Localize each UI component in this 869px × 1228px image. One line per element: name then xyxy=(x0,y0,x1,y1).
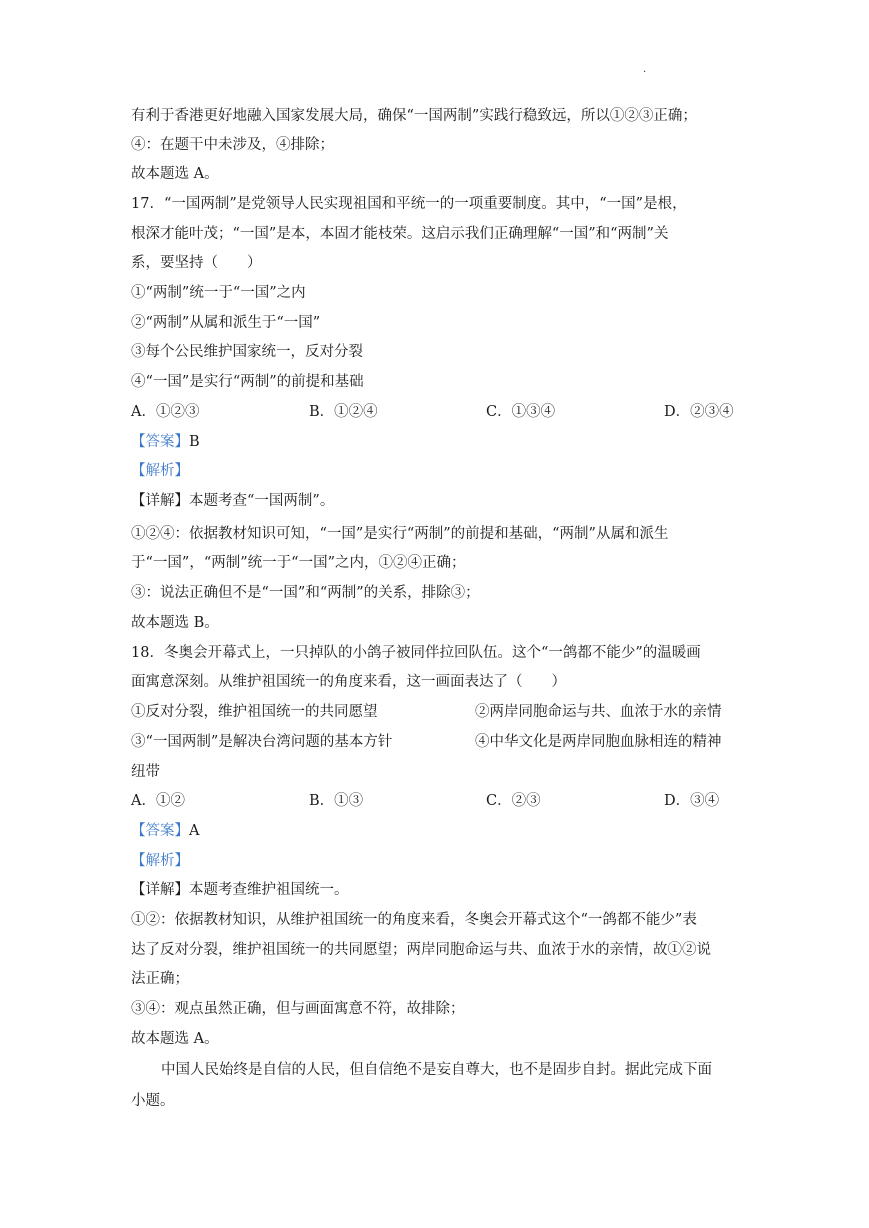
text-line: 故本题选 A。 xyxy=(131,166,219,182)
answer-tag: 【答案】 xyxy=(131,434,189,450)
header-mark: · xyxy=(643,67,647,78)
detail-heading: 【详解】本题考查“一国两制”。 xyxy=(131,493,335,509)
explanation-line: ①②④：依据教材知识可知，“一国”是实行“两制”的前提和基础，“两制”从属和派生 xyxy=(131,526,669,542)
answer-tag: 【答案】 xyxy=(131,823,189,839)
answer-value: A xyxy=(189,823,200,839)
passage-line: 中国人民始终是自信的人民，但自信绝不是妄自尊大，也不是固步自封。据此完成下面 xyxy=(161,1062,712,1078)
text-line: ④：在题干中未涉及，④排除； xyxy=(131,137,334,153)
question-17-statement: ②“两制”从属和派生于“一国” xyxy=(131,315,321,331)
analysis-tag: 【解析】 xyxy=(131,853,189,869)
question-17-option-c: C．①③④ xyxy=(486,404,556,420)
question-18-answer xyxy=(131,821,199,841)
explanation-line: ③：说法正确但不是“一国”和“两制”的关系，排除③； xyxy=(131,585,480,601)
analysis-tag: 【解析】 xyxy=(131,463,189,479)
question-18-option-c: C．②③ xyxy=(486,793,541,809)
explanation-line: 达了反对分裂，维护祖国统一的共同愿望；两岸同胞命运与共、血浓于水的亲情，故①②说 xyxy=(131,942,711,958)
question-17-stem: 系，要坚持（ ） xyxy=(131,255,262,271)
explanation-line: 法正确； xyxy=(131,971,189,987)
question-18-stem: 面寓意深刻。从维护祖国统一的角度来看，这一画面表达了（ ） xyxy=(131,674,566,690)
explanation-line: 故本题选 B。 xyxy=(131,615,219,631)
question-17-stem: 17．“一国两制”是党领导人民实现祖国和平统一的一项重要制度。其中，“一国”是根， xyxy=(131,196,687,212)
question-17-stem: 根深才能叶茂；“一国”是本，本固才能枝荣。这启示我们正确理解“一国”和“两制”关 xyxy=(131,226,669,242)
question-18-statement: ④中华文化是两岸同胞血脉相连的精神 xyxy=(475,734,722,750)
question-17-statement: ①“两制”统一于“一国”之内 xyxy=(131,285,306,301)
question-17-answer xyxy=(131,432,200,452)
text-line: 有利于香港更好地融入国家发展大局，确保“一国两制”实践行稳致远，所以①②③正确； xyxy=(131,108,697,124)
question-17-statement: ④“一国”是实行“两制”的前提和基础 xyxy=(131,374,364,390)
question-17-option-d: D．②③④ xyxy=(664,404,734,420)
question-18-option-b: B．①③ xyxy=(309,793,364,809)
question-18-stem: 18．冬奥会开幕式上，一只掉队的小鸽子被同伴拉回队伍。这个“一鸽都不能少”的温暖画 xyxy=(131,645,701,661)
question-18-option-d: D．③④ xyxy=(664,793,720,809)
question-18-statement: ①反对分裂，维护祖国统一的共同愿望 xyxy=(131,704,378,720)
question-18-statement: ②两岸同胞命运与共、血浓于水的亲情 xyxy=(475,704,722,720)
question-17-statement: ③每个公民维护国家统一，反对分裂 xyxy=(131,344,363,360)
question-18-statement: ③“一国两制”是解决台湾问题的基本方针 xyxy=(131,734,393,750)
question-17-option-a: A．①②③ xyxy=(131,404,200,420)
explanation-line: 故本题选 A。 xyxy=(131,1031,219,1047)
explanation-line: ③④：观点虽然正确，但与画面寓意不符，故排除； xyxy=(131,1001,465,1017)
passage-line: 小题。 xyxy=(131,1093,175,1109)
detail-heading: 【详解】本题考查维护祖国统一。 xyxy=(131,882,349,898)
question-18-statement: 纽带 xyxy=(131,764,160,780)
question-17-option-b: B．①②④ xyxy=(309,404,378,420)
explanation-line: 于“一国”，“两制”统一于“一国”之内，①②④正确； xyxy=(131,555,466,571)
explanation-line: ①②：依据教材知识，从维护祖国统一的角度来看，冬奥会开幕式这个“一鸽都不能少”表 xyxy=(131,912,697,928)
answer-value: B xyxy=(189,434,200,450)
question-18-option-a: A．①② xyxy=(131,793,185,809)
